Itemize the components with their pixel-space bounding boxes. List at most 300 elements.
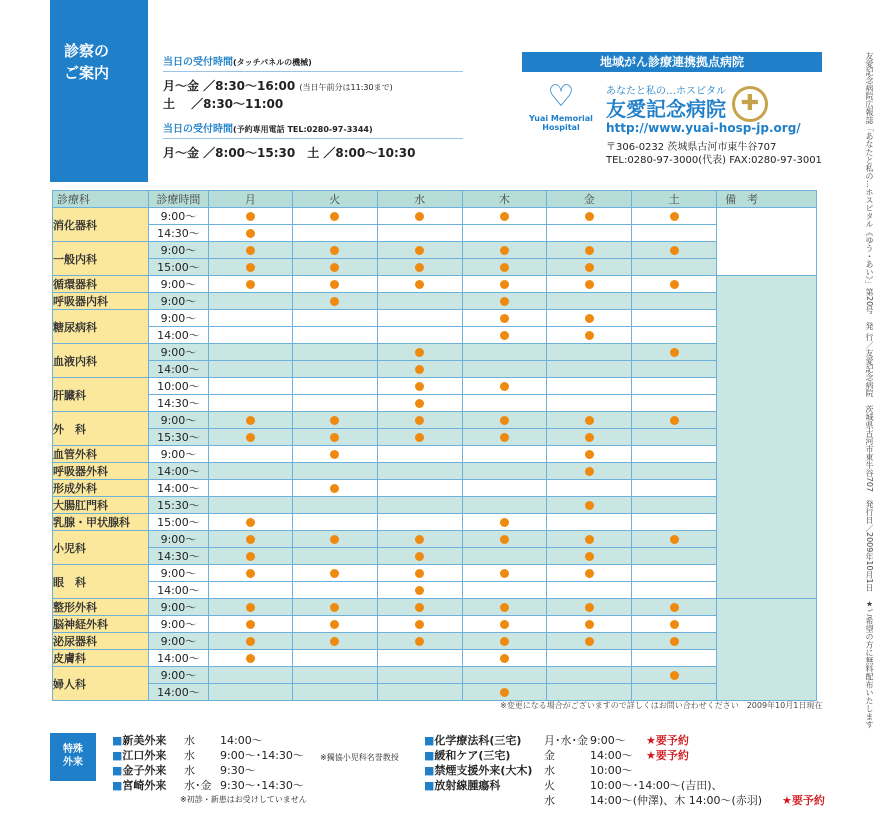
special-clinic-item: ■金子外来 水 9:30〜 <box>112 764 256 777</box>
available-dot-icon <box>500 246 509 255</box>
schedule-cell <box>547 599 632 616</box>
column-header: 診療時間 <box>148 191 208 208</box>
schedule-cell <box>292 378 377 395</box>
schedule-cell <box>462 616 547 633</box>
schedule-cell <box>462 684 547 701</box>
schedule-cell <box>462 446 547 463</box>
consultation-time: 9:00〜 <box>148 565 208 582</box>
consultation-time: 15:30〜 <box>148 497 208 514</box>
schedule-cell <box>292 616 377 633</box>
available-dot-icon <box>415 535 424 544</box>
hospital-name: 友愛記念病院 <box>606 97 726 121</box>
available-dot-icon <box>330 263 339 272</box>
consultation-guide-box <box>50 0 148 182</box>
schedule-cell <box>632 582 717 599</box>
schedule-cell <box>292 565 377 582</box>
department-name: 小児科 <box>53 531 149 565</box>
consultation-time: 14:30〜 <box>148 225 208 242</box>
column-header: 土 <box>632 191 717 208</box>
available-dot-icon <box>246 535 255 544</box>
consultation-time: 14:00〜 <box>148 582 208 599</box>
special-clinic-item: ■化学療法科(三宅) 月･水･金 9:00〜 ★要予約 <box>424 734 689 747</box>
schedule-cell <box>292 531 377 548</box>
available-dot-icon <box>246 416 255 425</box>
schedule-cell <box>292 242 377 259</box>
consultation-time: 9:00〜 <box>148 293 208 310</box>
schedule-cell <box>462 310 547 327</box>
available-dot-icon <box>585 433 594 442</box>
schedule-cell <box>208 412 292 429</box>
designation-band: 地域がん診療連携拠点病院 <box>522 52 822 72</box>
schedule-cell <box>292 633 377 650</box>
schedule-cell <box>208 463 292 480</box>
table-row <box>53 633 817 650</box>
guide-title-line2: ご案内 <box>64 64 110 82</box>
table-row <box>53 514 817 531</box>
schedule-cell <box>292 276 377 293</box>
available-dot-icon <box>330 280 339 289</box>
table-row <box>53 259 817 276</box>
schedule-cell <box>547 514 632 531</box>
available-dot-icon <box>585 467 594 476</box>
schedule-cell <box>377 327 462 344</box>
column-header: 月 <box>208 191 292 208</box>
hospital-logo: ♡ Yuai Memorial Hospital <box>522 80 600 132</box>
schedule-cell <box>632 225 717 242</box>
schedule-cell <box>462 514 547 531</box>
special-clinic-item: ■放射線腫瘍科 火 10:00〜･14:00〜(吉田)、 <box>424 779 723 792</box>
department-name: 循環器科 <box>53 276 149 293</box>
schedule-cell <box>462 667 547 684</box>
special-clinic-item: ■緩和ケア(三宅) 金 14:00〜 ★要予約 <box>424 749 689 762</box>
available-dot-icon <box>415 433 424 442</box>
schedule-cell <box>377 633 462 650</box>
department-name: 大腸肛門科 <box>53 497 149 514</box>
schedule-cell <box>208 514 292 531</box>
schedule-cell <box>377 276 462 293</box>
available-dot-icon <box>330 535 339 544</box>
consultation-time: 9:00〜 <box>148 344 208 361</box>
schedule-cell <box>547 208 632 225</box>
schedule-cell <box>632 633 717 650</box>
schedule-cell <box>462 633 547 650</box>
schedule-cell <box>292 361 377 378</box>
consultation-time: 9:00〜 <box>148 242 208 259</box>
schedule-cell <box>377 412 462 429</box>
available-dot-icon <box>246 569 255 578</box>
available-dot-icon <box>415 246 424 255</box>
column-header: 診療科 <box>53 191 149 208</box>
available-dot-icon <box>670 603 679 612</box>
hospital-address: 〒306-0232 茨城県古河市東牛谷707 <box>606 142 777 153</box>
logo-heart-icon: ♡ <box>547 79 575 114</box>
schedule-cell <box>632 327 717 344</box>
schedule-cell <box>462 412 547 429</box>
schedule-cell <box>292 412 377 429</box>
schedule-cell <box>632 531 717 548</box>
table-row <box>53 565 817 582</box>
schedule-cell <box>377 225 462 242</box>
available-dot-icon <box>415 365 424 374</box>
schedule-cell <box>547 429 632 446</box>
schedule-cell <box>377 361 462 378</box>
available-dot-icon <box>500 297 509 306</box>
consultation-time: 9:00〜 <box>148 310 208 327</box>
schedule-cell <box>462 599 547 616</box>
schedule-cell <box>292 395 377 412</box>
schedule-cell <box>462 497 547 514</box>
available-dot-icon <box>246 552 255 561</box>
hospital-phone: TEL:0280-97-3000(代表) FAX:0280-97-3001 <box>606 155 822 166</box>
available-dot-icon <box>670 671 679 680</box>
special-clinic-item: ■江口外来 水 9:00〜･14:30〜 ※獨協小児科名誉教授 <box>112 749 399 762</box>
table-row <box>53 650 817 667</box>
schedule-cell <box>292 225 377 242</box>
guide-title-line1: 診察の <box>64 42 110 60</box>
schedule-cell <box>462 276 547 293</box>
table-row <box>53 480 817 497</box>
consultation-time: 15:00〜 <box>148 514 208 531</box>
department-name: 乳腺・甲状腺科 <box>53 514 149 531</box>
consultation-time: 9:00〜 <box>148 412 208 429</box>
table-row <box>53 616 817 633</box>
schedule-cell <box>632 514 717 531</box>
remarks-cell <box>717 276 817 599</box>
schedule-cell <box>462 242 547 259</box>
available-dot-icon <box>670 348 679 357</box>
available-dot-icon <box>585 314 594 323</box>
schedule-table <box>52 190 817 701</box>
consultation-time: 14:00〜 <box>148 650 208 667</box>
schedule-cell <box>292 480 377 497</box>
cross-emblem-icon: ✚ <box>732 86 768 122</box>
available-dot-icon <box>330 246 339 255</box>
schedule-cell <box>547 293 632 310</box>
available-dot-icon <box>415 586 424 595</box>
schedule-cell <box>632 242 717 259</box>
consultation-time: 14:30〜 <box>148 395 208 412</box>
schedule-cell <box>292 259 377 276</box>
available-dot-icon <box>500 688 509 697</box>
schedule-cell <box>632 616 717 633</box>
vertical-publication-info: 友愛記念病院広報誌「あなたと私の…ホスピタル《ゆう・あい》」第20号 発 行／友愛記念病院 茨城県古河市東牛谷707 発行日／2009年10月1日 ★ご希望の方に無料配布いたします <box>865 52 874 729</box>
schedule-cell <box>632 463 717 480</box>
table-row <box>53 361 817 378</box>
schedule-cell <box>292 208 377 225</box>
reception-heading-2: 当日の受付時間(予約専用電話 TEL:0280-97-3344) <box>163 120 463 139</box>
table-row <box>53 293 817 310</box>
available-dot-icon <box>500 569 509 578</box>
schedule-cell <box>462 395 547 412</box>
schedule-cell <box>632 361 717 378</box>
available-dot-icon <box>585 212 594 221</box>
schedule-cell <box>208 582 292 599</box>
schedule-cell <box>208 242 292 259</box>
available-dot-icon <box>585 450 594 459</box>
remarks-cell <box>717 599 817 701</box>
schedule-cell <box>547 378 632 395</box>
available-dot-icon <box>585 535 594 544</box>
table-row <box>53 548 817 565</box>
schedule-cell <box>547 242 632 259</box>
schedule-cell <box>377 684 462 701</box>
available-dot-icon <box>415 263 424 272</box>
schedule-cell <box>292 497 377 514</box>
table-row <box>53 446 817 463</box>
schedule-cell <box>632 344 717 361</box>
schedule-cell <box>377 259 462 276</box>
schedule-cell <box>632 446 717 463</box>
available-dot-icon <box>330 484 339 493</box>
consultation-time: 9:00〜 <box>148 208 208 225</box>
available-dot-icon <box>670 212 679 221</box>
available-dot-icon <box>246 620 255 629</box>
remarks-cell <box>717 208 817 276</box>
available-dot-icon <box>415 416 424 425</box>
consultation-time: 9:00〜 <box>148 667 208 684</box>
department-name: 眼 科 <box>53 565 149 599</box>
table-row <box>53 242 817 259</box>
available-dot-icon <box>246 433 255 442</box>
available-dot-icon <box>500 212 509 221</box>
available-dot-icon <box>500 637 509 646</box>
available-dot-icon <box>670 620 679 629</box>
schedule-cell <box>462 565 547 582</box>
schedule-cell <box>462 327 547 344</box>
schedule-cell <box>208 259 292 276</box>
available-dot-icon <box>670 535 679 544</box>
schedule-cell <box>547 480 632 497</box>
available-dot-icon <box>415 569 424 578</box>
available-dot-icon <box>500 535 509 544</box>
available-dot-icon <box>246 518 255 527</box>
available-dot-icon <box>330 603 339 612</box>
schedule-cell <box>547 548 632 565</box>
schedule-cell <box>292 463 377 480</box>
column-header: 火 <box>292 191 377 208</box>
department-name: 整形外科 <box>53 599 149 616</box>
available-dot-icon <box>500 280 509 289</box>
schedule-cell <box>462 582 547 599</box>
schedule-cell <box>462 208 547 225</box>
table-row <box>53 276 817 293</box>
schedule-cell <box>377 480 462 497</box>
schedule-cell <box>208 208 292 225</box>
special-clinic-item: ■新美外来 水 14:00〜 <box>112 734 263 747</box>
schedule-cell <box>632 378 717 395</box>
hospital-url[interactable]: http://www.yuai-hosp-jp.org/ <box>606 121 801 135</box>
table-row <box>53 582 817 599</box>
schedule-cell <box>208 650 292 667</box>
consultation-time: 14:00〜 <box>148 684 208 701</box>
available-dot-icon <box>585 569 594 578</box>
schedule-cell <box>547 582 632 599</box>
schedule-cell <box>632 650 717 667</box>
schedule-cell <box>547 344 632 361</box>
schedule-cell <box>208 446 292 463</box>
schedule-cell <box>377 378 462 395</box>
schedule-cell <box>208 548 292 565</box>
department-name: 糖尿病科 <box>53 310 149 344</box>
schedule-cell <box>462 463 547 480</box>
consultation-time: 9:00〜 <box>148 531 208 548</box>
schedule-cell <box>208 667 292 684</box>
available-dot-icon <box>415 348 424 357</box>
column-header: 備 考 <box>717 191 817 208</box>
consultation-time: 14:00〜 <box>148 327 208 344</box>
schedule-cell <box>462 259 547 276</box>
schedule-cell <box>377 310 462 327</box>
consultation-time: 14:00〜 <box>148 480 208 497</box>
schedule-cell <box>547 531 632 548</box>
department-name: 血管外科 <box>53 446 149 463</box>
schedule-cell <box>208 276 292 293</box>
schedule-cell <box>462 225 547 242</box>
consultation-time: 15:30〜 <box>148 429 208 446</box>
consultation-time: 15:00〜 <box>148 259 208 276</box>
schedule-cell <box>377 616 462 633</box>
table-row <box>53 208 817 225</box>
schedule-cell <box>377 514 462 531</box>
schedule-cell <box>377 582 462 599</box>
available-dot-icon <box>330 620 339 629</box>
available-dot-icon <box>330 569 339 578</box>
available-dot-icon <box>500 654 509 663</box>
available-dot-icon <box>330 212 339 221</box>
special-clinic-item: ■禁煙支援外来(大木) 水 10:00〜 <box>424 764 633 777</box>
schedule-cell <box>292 310 377 327</box>
table-row <box>53 497 817 514</box>
table-row <box>53 327 817 344</box>
reception-heading-1: 当日の受付時間(タッチパネルの機械) <box>163 53 463 72</box>
available-dot-icon <box>415 552 424 561</box>
schedule-cell <box>377 650 462 667</box>
schedule-cell <box>292 429 377 446</box>
table-row <box>53 378 817 395</box>
table-row <box>53 463 817 480</box>
schedule-cell <box>632 667 717 684</box>
consultation-time: 9:00〜 <box>148 599 208 616</box>
hospital-tagline: あなたと私の…ホスピタル <box>606 86 726 97</box>
consultation-time: 9:00〜 <box>148 616 208 633</box>
schedule-cell <box>292 548 377 565</box>
available-dot-icon <box>585 263 594 272</box>
available-dot-icon <box>585 280 594 289</box>
schedule-cell <box>208 565 292 582</box>
available-dot-icon <box>500 620 509 629</box>
available-dot-icon <box>585 637 594 646</box>
available-dot-icon <box>330 433 339 442</box>
available-dot-icon <box>585 603 594 612</box>
schedule-cell <box>208 310 292 327</box>
available-dot-icon <box>415 603 424 612</box>
schedule-cell <box>292 650 377 667</box>
schedule-cell <box>208 531 292 548</box>
consultation-time: 9:00〜 <box>148 446 208 463</box>
available-dot-icon <box>415 637 424 646</box>
available-dot-icon <box>500 314 509 323</box>
special-clinic-item: ■宮崎外来 水･金 9:30〜･14:30〜 <box>112 779 304 792</box>
consultation-time: 14:30〜 <box>148 548 208 565</box>
schedule-cell <box>377 548 462 565</box>
schedule-cell <box>377 531 462 548</box>
department-name: 一般内科 <box>53 242 149 276</box>
schedule-cell <box>547 497 632 514</box>
schedule-cell <box>632 429 717 446</box>
table-row <box>53 395 817 412</box>
available-dot-icon <box>246 229 255 238</box>
available-dot-icon <box>670 280 679 289</box>
schedule-cell <box>547 395 632 412</box>
table-row <box>53 225 817 242</box>
department-name: 血液内科 <box>53 344 149 378</box>
available-dot-icon <box>585 620 594 629</box>
schedule-cell <box>547 650 632 667</box>
available-dot-icon <box>246 212 255 221</box>
department-name: 外 科 <box>53 412 149 446</box>
schedule-cell <box>462 378 547 395</box>
schedule-cell <box>208 361 292 378</box>
department-name: 形成外科 <box>53 480 149 497</box>
schedule-cell <box>547 667 632 684</box>
first-visit-note: ※初診・新患はお受けしていません <box>180 795 307 804</box>
schedule-cell <box>462 429 547 446</box>
available-dot-icon <box>330 637 339 646</box>
available-dot-icon <box>585 501 594 510</box>
schedule-cell <box>208 327 292 344</box>
available-dot-icon <box>415 399 424 408</box>
available-dot-icon <box>246 280 255 289</box>
schedule-cell <box>377 497 462 514</box>
schedule-cell <box>632 293 717 310</box>
schedule-cell <box>547 446 632 463</box>
hospital-info <box>522 52 822 166</box>
department-name: 肝臓科 <box>53 378 149 412</box>
schedule-cell <box>292 446 377 463</box>
schedule-cell <box>462 480 547 497</box>
schedule-cell <box>292 684 377 701</box>
schedule-cell <box>547 463 632 480</box>
schedule-cell <box>377 565 462 582</box>
schedule-cell <box>208 599 292 616</box>
schedule-cell <box>292 344 377 361</box>
schedule-cell <box>547 565 632 582</box>
schedule-cell <box>462 531 547 548</box>
available-dot-icon <box>246 263 255 272</box>
schedule-cell <box>632 259 717 276</box>
schedule-cell <box>632 497 717 514</box>
table-row <box>53 531 817 548</box>
schedule-cell <box>632 310 717 327</box>
schedule-cell <box>208 480 292 497</box>
available-dot-icon <box>246 603 255 612</box>
table-row <box>53 684 817 701</box>
available-dot-icon <box>415 212 424 221</box>
schedule-cell <box>208 395 292 412</box>
department-name: 呼吸器外科 <box>53 463 149 480</box>
schedule-cell <box>377 242 462 259</box>
consultation-time: 14:00〜 <box>148 463 208 480</box>
reservation-hours: 月〜金 ／8:00〜15:30 土 ／8:00〜10:30 <box>163 146 416 160</box>
schedule-cell <box>632 565 717 582</box>
available-dot-icon <box>330 450 339 459</box>
available-dot-icon <box>415 382 424 391</box>
schedule-cell <box>547 684 632 701</box>
schedule-cell <box>547 327 632 344</box>
department-name: 脳神経外科 <box>53 616 149 633</box>
schedule-cell <box>292 327 377 344</box>
special-outpatient-label: 特殊 外来 <box>50 733 96 781</box>
